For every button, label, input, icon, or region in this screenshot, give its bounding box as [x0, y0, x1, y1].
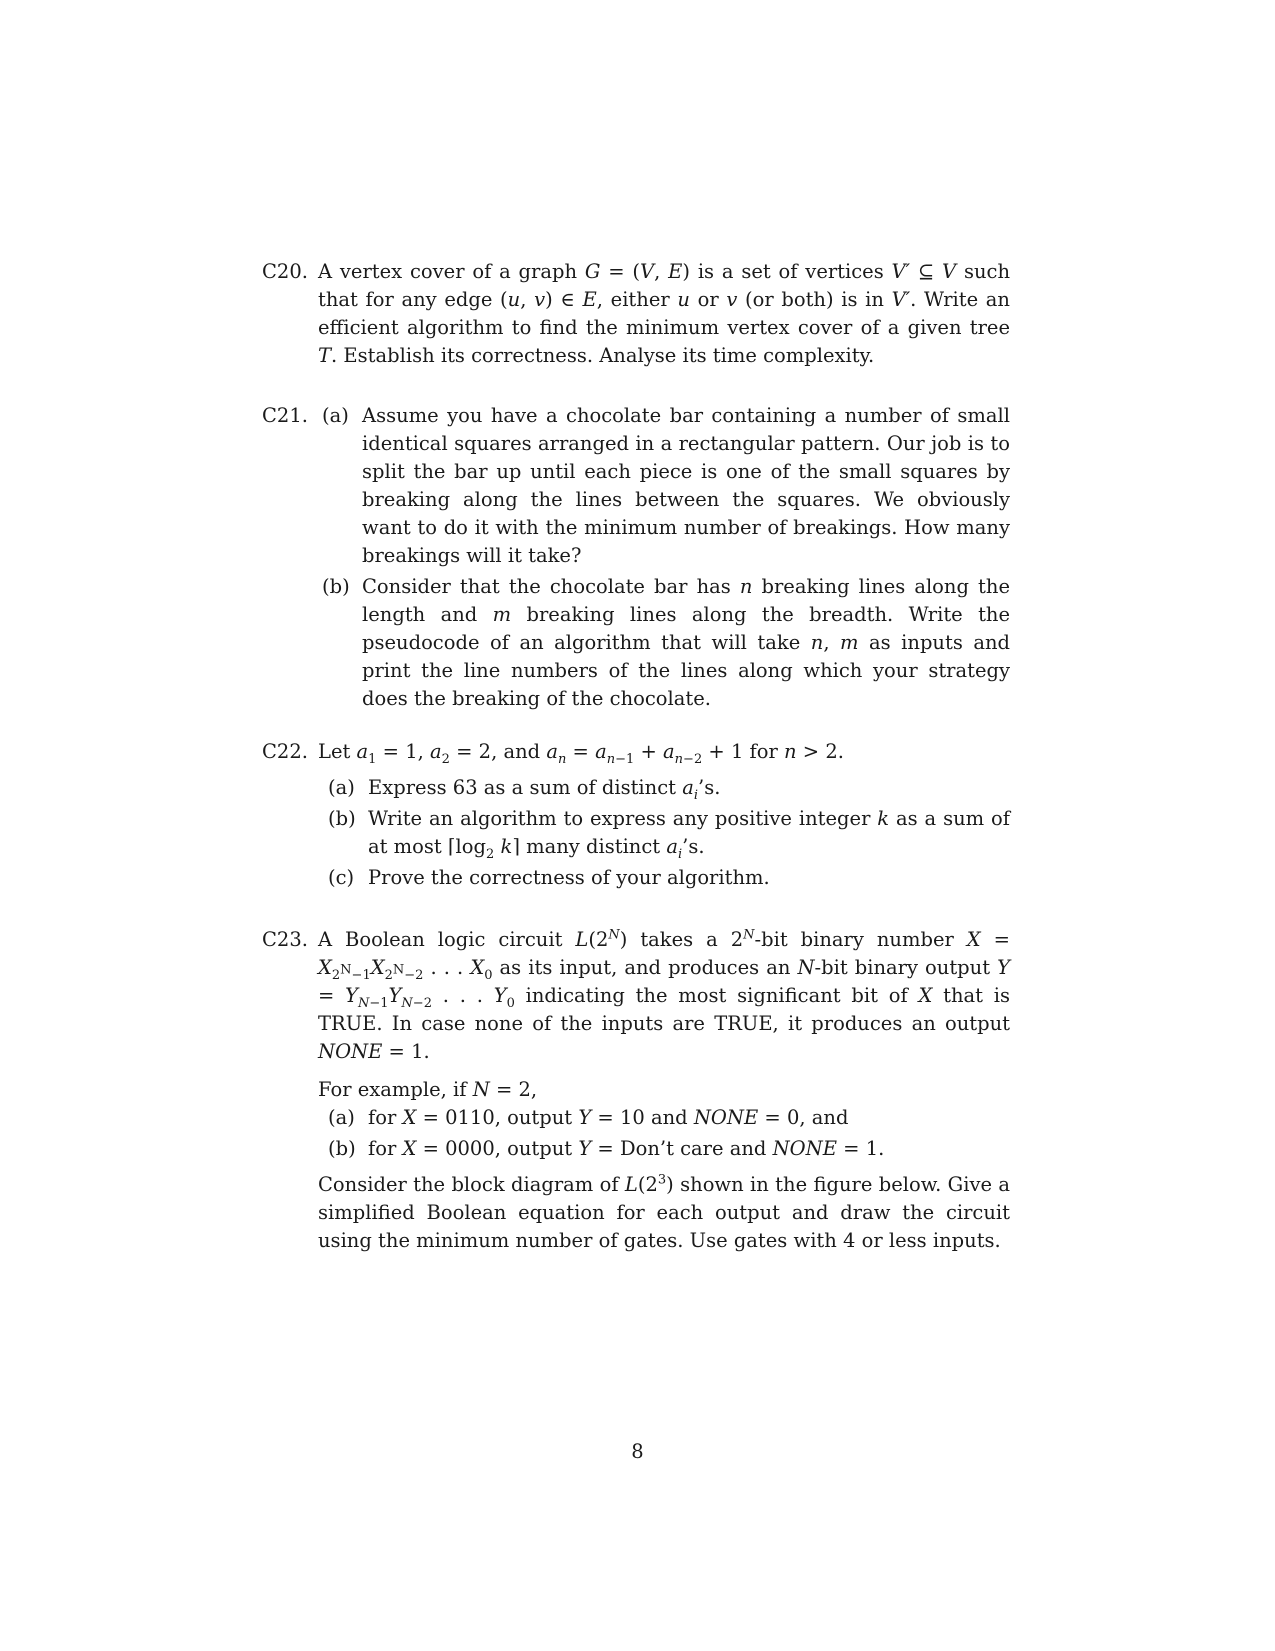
item-label: (b)	[328, 1137, 356, 1160]
problem-c22	[262, 738, 1010, 892]
sub-question-b	[312, 573, 1010, 713]
item-text: Prove the correctness of your algorithm.	[368, 866, 770, 889]
example-a	[318, 1104, 1010, 1132]
sub-question-b	[318, 805, 1010, 861]
problem-text: A vertex cover of a graph G = (V, E) is a set of vertices V′ ⊆ V such that for any edge (u, v) ∈ E, either u or v (or both) is in V′. Write an efficient algorithm to find the minimum vertex cover of a given tree T. Establish its correctness. Analyse its time complexity.	[318, 260, 1011, 367]
problem-intro: A Boolean logic circuit $L(2^N)$ takes a $2^N$-bit binary number $X = X_{2^N-1}X_{2^N-2}$ . . . $X_0$ as its input, and produces an N-bit binary output $Y = Y_{N-1}Y_{N-2}$ . . . $Y_0$ indicating the most significant bit of X that is TRUE. In case none of the inputs are TRUE, it produces an output NONE = 1.	[318, 927, 1011, 1063]
problem-intro: Let $a_1 = 1$, $a_2 = 2$, and $a_n = a_{n-1} + a_{n-2} + 1$ for n > 2.	[318, 740, 844, 767]
item-label: (a)	[322, 404, 349, 427]
item-label: (a)	[328, 1106, 355, 1129]
item-text: Assume you have a chocolate bar containing a number of small identical squares arranged in a rectangular pattern. Our job is to split the bar up until each piece is one of the small squares by breaking along the lines between the squares. We obviously want to do it with the minimum number of breakings. How many breakings will it take?	[362, 404, 1010, 567]
item-text: Write an algorithm to express any positive integer k as a sum of at most $⌈\log_2$ k⌉ many distinct $a_i’s$.	[368, 807, 1010, 862]
item-label: (b)	[328, 807, 356, 830]
example-b	[318, 1135, 1010, 1163]
problem-label: C20.	[262, 260, 308, 283]
sub-question-a	[318, 774, 1010, 802]
example-text: For example, if N = 2,	[318, 1078, 538, 1101]
item-label: (c)	[328, 866, 355, 889]
item-text: Consider that the chocolate bar has n breaking lines along the length and m breaking lines along the breadth. Write the pseudocode of an algorithm that will take n, m as inputs and print the line numbers of the lines along which your strategy does the breaking of the chocolate.	[362, 575, 1010, 710]
problem-label: C22.	[262, 740, 308, 763]
problem-c21	[262, 402, 1010, 713]
item-text: for X = 0110, output Y = 10 and NONE = 0, and	[368, 1106, 849, 1129]
page-number: 8	[631, 1440, 644, 1463]
closing-text: Consider the block diagram of $L(2^3)$ shown in the figure below. Give a simplified Boolean equation for each output and draw the circuit using the minimum number of gates. Use gates with 4 or less inputs.	[318, 1172, 1011, 1252]
item-label: (a)	[328, 776, 355, 799]
item-label: (b)	[322, 575, 350, 598]
problem-label: C21.	[262, 404, 308, 427]
item-text: for X = 0000, output Y = Don’t care and NONE = 1.	[368, 1137, 885, 1160]
sub-question-c	[318, 864, 1010, 892]
item-text: Express 63 as a sum of distinct $a_i’s$.	[368, 776, 721, 803]
sub-question-a	[312, 402, 1010, 570]
problem-c23	[262, 926, 1010, 1255]
problem-label: C23.	[262, 928, 308, 951]
problem-c20	[262, 258, 1010, 370]
